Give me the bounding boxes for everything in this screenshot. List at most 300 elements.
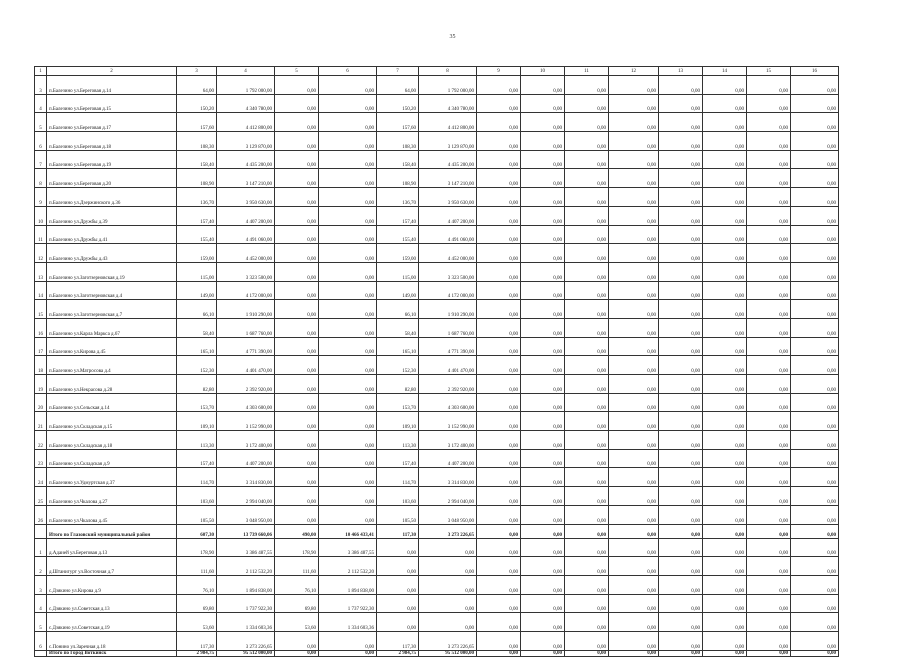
value-cell: 0,00	[565, 505, 609, 524]
value-cell: 0,00	[477, 76, 521, 95]
value-cell: 0,00	[659, 188, 703, 207]
value-cell: 0,00	[521, 505, 565, 524]
value-cell: 0,00	[565, 244, 609, 263]
row-index: 4	[35, 94, 47, 113]
table-row	[35, 449, 839, 468]
value-cell: 158,40	[377, 150, 419, 169]
value-cell: 0,00	[791, 524, 839, 538]
table-row	[35, 431, 839, 450]
value-cell: 0,00	[565, 318, 609, 337]
value-cell: 0,00	[747, 206, 791, 225]
value-cell: 0,00	[565, 613, 609, 632]
value-cell: 3 172 400,00	[217, 431, 275, 450]
value-cell: 0,00	[747, 412, 791, 431]
value-cell: 0,00	[319, 225, 377, 244]
address-cell: п.Балезино ул.Складская д.15	[47, 412, 177, 431]
column-header: 12	[609, 67, 659, 76]
value-cell: 0,00	[747, 225, 791, 244]
value-cell: 4 435 200,00	[217, 150, 275, 169]
column-header: 1	[35, 67, 47, 76]
row-index: 2	[35, 557, 47, 576]
value-cell: 0,00	[275, 375, 319, 394]
column-header: 9	[477, 67, 521, 76]
column-header: 15	[747, 67, 791, 76]
value-cell: 0,00	[275, 188, 319, 207]
value-cell: 0,00	[477, 393, 521, 412]
address-cell: с.Понино ул.Заречная д.18	[47, 631, 177, 650]
value-cell: 53,60	[275, 613, 319, 632]
row-index: 14	[35, 281, 47, 300]
value-cell: 0,00	[659, 76, 703, 95]
value-cell: 0,00	[609, 132, 659, 151]
value-cell: 0,00	[275, 150, 319, 169]
table-row	[35, 150, 839, 169]
value-cell: 0,00	[521, 524, 565, 538]
value-cell: 0,00	[659, 132, 703, 151]
value-cell: 0,00	[319, 150, 377, 169]
value-cell: 53,60	[177, 613, 217, 632]
value-cell: 4 340 780,00	[217, 94, 275, 113]
value-cell: 0,00	[659, 524, 703, 538]
address-cell: п.Балезино ул.Береговая д.18	[47, 132, 177, 151]
value-cell: 0,00	[703, 94, 747, 113]
value-cell: 0,00	[275, 412, 319, 431]
value-cell: 0,00	[477, 449, 521, 468]
value-cell: 178,90	[177, 538, 217, 557]
value-cell: 1 910 290,00	[419, 300, 477, 319]
value-cell: 0,00	[609, 594, 659, 613]
value-cell: 4 407 200,00	[217, 206, 275, 225]
value-cell: 0,00	[659, 150, 703, 169]
value-cell: 76,10	[177, 575, 217, 594]
value-cell: 0,00	[747, 393, 791, 412]
value-cell: 0,00	[791, 594, 839, 613]
value-cell: 0,00	[521, 613, 565, 632]
value-cell: 0,00	[659, 262, 703, 281]
value-cell: 0,00	[747, 94, 791, 113]
value-cell: 0,00	[521, 113, 565, 132]
value-cell: 0,00	[275, 262, 319, 281]
value-cell: 0,00	[521, 538, 565, 557]
value-cell: 0,00	[609, 262, 659, 281]
value-cell: 0,00	[319, 244, 377, 263]
value-cell: 150,20	[177, 94, 217, 113]
value-cell: 0,00	[275, 113, 319, 132]
value-cell: 0,00	[521, 281, 565, 300]
value-cell: 0,00	[791, 94, 839, 113]
value-cell: 0,00	[477, 262, 521, 281]
value-cell: 0,00	[319, 337, 377, 356]
address-cell: п.Балезино ул.Некрасова д.28	[47, 375, 177, 394]
value-cell: 0,00	[477, 613, 521, 632]
value-cell: 0,00	[521, 487, 565, 506]
value-cell: 0,00	[703, 169, 747, 188]
address-cell: п.Балезино ул.Береговая д.19	[47, 150, 177, 169]
value-cell: 0,00	[319, 76, 377, 95]
value-cell: 0,00	[319, 206, 377, 225]
value-cell: 2 984,75	[177, 650, 217, 656]
value-cell: 607,30	[177, 524, 217, 538]
value-cell: 155,40	[377, 225, 419, 244]
value-cell: 0,00	[703, 132, 747, 151]
value-cell: 152,30	[377, 356, 419, 375]
value-cell: 0,00	[319, 487, 377, 506]
value-cell: 0,00	[565, 412, 609, 431]
value-cell: 0,00	[477, 281, 521, 300]
value-cell: 117,30	[377, 631, 419, 650]
value-cell: 108,30	[177, 132, 217, 151]
value-cell: 0,00	[521, 244, 565, 263]
value-cell: 0,00	[791, 393, 839, 412]
value-cell: 0,00	[659, 431, 703, 450]
value-cell: 0,00	[791, 538, 839, 557]
value-cell: 0,00	[477, 132, 521, 151]
value-cell: 0,00	[659, 487, 703, 506]
value-cell: 157,60	[177, 113, 217, 132]
address-cell: п.Балезино ул.Кирова д.45	[47, 337, 177, 356]
column-header: 5	[275, 67, 319, 76]
row-index: 8	[35, 169, 47, 188]
value-cell: 0,00	[747, 505, 791, 524]
value-cell: 0,00	[565, 94, 609, 113]
value-cell: 0,00	[791, 375, 839, 394]
value-cell: 0,00	[275, 650, 319, 656]
value-cell: 0,00	[703, 431, 747, 450]
page-number: 35	[449, 34, 456, 40]
value-cell: 0,00	[319, 468, 377, 487]
row-index: 11	[35, 225, 47, 244]
value-cell: 2 994 040,00	[217, 487, 275, 506]
value-cell: 0,00	[477, 468, 521, 487]
value-cell: 0,00	[747, 575, 791, 594]
value-cell: 66,10	[377, 300, 419, 319]
value-cell: 0,00	[477, 487, 521, 506]
value-cell: 0,00	[565, 206, 609, 225]
value-cell: 115,00	[377, 262, 419, 281]
value-cell: 4 412 800,00	[419, 113, 477, 132]
value-cell: 0,00	[275, 318, 319, 337]
value-cell: 0,00	[319, 631, 377, 650]
value-cell: 0,00	[521, 337, 565, 356]
value-cell: 0,00	[747, 150, 791, 169]
address-cell: с.Дзякино ул.Кирова д.9	[47, 575, 177, 594]
value-cell: 0,00	[747, 468, 791, 487]
value-cell: 0,00	[319, 169, 377, 188]
value-cell: 2 112 532,20	[319, 557, 377, 576]
value-cell: 0,00	[659, 206, 703, 225]
value-cell: 0,00	[565, 631, 609, 650]
address-cell: п.Балезино ул.Карла Маркса д.67	[47, 318, 177, 337]
value-cell: 0,00	[703, 393, 747, 412]
table-row	[35, 575, 839, 594]
value-cell: 0,00	[275, 337, 319, 356]
value-cell: 153,70	[377, 393, 419, 412]
value-cell: 0,00	[609, 300, 659, 319]
value-cell: 0,00	[565, 468, 609, 487]
value-cell: 4 172 000,00	[217, 281, 275, 300]
value-cell: 0,00	[659, 281, 703, 300]
value-cell: 149,00	[177, 281, 217, 300]
value-cell: 0,00	[791, 431, 839, 450]
value-cell: 0,00	[659, 650, 703, 656]
value-cell: 109,10	[377, 412, 419, 431]
value-cell: 0,00	[659, 412, 703, 431]
value-cell: 0,00	[609, 318, 659, 337]
value-cell: 0,00	[477, 244, 521, 263]
table-row	[35, 76, 839, 95]
value-cell: 0,00	[791, 356, 839, 375]
value-cell: 0,00	[659, 538, 703, 557]
value-cell: 0,00	[275, 431, 319, 450]
value-cell: 0,00	[609, 487, 659, 506]
value-cell: 0,00	[791, 557, 839, 576]
column-header: 14	[703, 67, 747, 76]
row-index: 12	[35, 244, 47, 263]
value-cell: 0,00	[377, 557, 419, 576]
value-cell: 0,00	[319, 375, 377, 394]
value-cell: 3 273 226,65	[419, 631, 477, 650]
value-cell: 0,00	[659, 337, 703, 356]
table-row	[35, 244, 839, 263]
value-cell: 4 407 200,00	[419, 449, 477, 468]
value-cell: 0,00	[609, 281, 659, 300]
value-cell: 4 452 000,00	[217, 244, 275, 263]
value-cell: 0,00	[747, 300, 791, 319]
value-cell: 3 323 500,00	[419, 262, 477, 281]
address-cell: п.Балезино ул.Дружбы д.39	[47, 206, 177, 225]
value-cell: 95 512 000,00	[419, 650, 477, 656]
value-cell: 0,00	[319, 132, 377, 151]
value-cell: 0,00	[521, 150, 565, 169]
housing-table	[34, 66, 839, 657]
value-cell: 0,00	[275, 468, 319, 487]
table-row	[35, 375, 839, 394]
value-cell: 0,00	[609, 468, 659, 487]
value-cell: 0,00	[791, 169, 839, 188]
value-cell: 0,00	[477, 594, 521, 613]
value-cell: 152,30	[177, 356, 217, 375]
value-cell: 0,00	[419, 557, 477, 576]
value-cell: 0,00	[275, 487, 319, 506]
value-cell: 3 152 990,00	[217, 412, 275, 431]
value-cell: 0,00	[275, 631, 319, 650]
value-cell: 0,00	[319, 650, 377, 656]
value-cell: 111,60	[177, 557, 217, 576]
value-cell: 3 273 226,65	[419, 524, 477, 538]
value-cell: 0,00	[703, 449, 747, 468]
value-cell: 0,00	[609, 412, 659, 431]
value-cell: 0,00	[565, 375, 609, 394]
value-cell: 69,80	[177, 594, 217, 613]
value-cell: 0,00	[521, 631, 565, 650]
address-cell: п.Балезино ул.Удмуртская д.37	[47, 468, 177, 487]
value-cell: 0,00	[477, 650, 521, 656]
value-cell: 0,00	[477, 557, 521, 576]
row-index	[35, 650, 47, 656]
value-cell: 113,30	[377, 431, 419, 450]
header-row	[35, 67, 839, 76]
value-cell: 0,00	[275, 300, 319, 319]
total-row	[35, 650, 839, 656]
value-cell: 0,00	[659, 113, 703, 132]
value-cell: 0,00	[477, 188, 521, 207]
row-index: 13	[35, 262, 47, 281]
value-cell: 0,00	[419, 613, 477, 632]
value-cell: 0,00	[565, 431, 609, 450]
value-cell: 0,00	[319, 94, 377, 113]
table-row	[35, 113, 839, 132]
table-row	[35, 538, 839, 557]
value-cell: 0,00	[565, 300, 609, 319]
value-cell: 0,00	[477, 412, 521, 431]
value-cell: 0,00	[791, 206, 839, 225]
value-cell: 66,10	[177, 300, 217, 319]
value-cell: 0,00	[659, 575, 703, 594]
value-cell: 1 737 922,30	[217, 594, 275, 613]
value-cell: 157,60	[377, 113, 419, 132]
value-cell: 2 392 920,00	[419, 375, 477, 394]
value-cell: 0,00	[521, 393, 565, 412]
value-cell: 3 386 487,55	[217, 538, 275, 557]
value-cell: 0,00	[659, 244, 703, 263]
value-cell: 0,00	[747, 431, 791, 450]
address-cell: Итого по Глазовский муниципальный район	[47, 524, 177, 538]
value-cell: 4 401 470,00	[419, 356, 477, 375]
value-cell: 2 112 532,20	[217, 557, 275, 576]
value-cell: 0,00	[659, 505, 703, 524]
address-cell: п.Балезино ул.Береговая д.20	[47, 169, 177, 188]
row-index: 1	[35, 538, 47, 557]
value-cell: 0,00	[565, 169, 609, 188]
value-cell: 1 334 603,36	[319, 613, 377, 632]
value-cell: 0,00	[609, 150, 659, 169]
row-index: 24	[35, 468, 47, 487]
value-cell: 0,00	[791, 113, 839, 132]
value-cell: 153,70	[177, 393, 217, 412]
row-index: 9	[35, 188, 47, 207]
value-cell: 1 792 000,00	[217, 76, 275, 95]
value-cell: 4 303 600,00	[217, 393, 275, 412]
value-cell: 3 152 990,00	[419, 412, 477, 431]
value-cell: 10 466 433,41	[319, 524, 377, 538]
value-cell: 0,00	[565, 262, 609, 281]
value-cell: 0,00	[703, 557, 747, 576]
value-cell: 0,00	[791, 188, 839, 207]
value-cell: 0,00	[791, 650, 839, 656]
value-cell: 3 129 870,00	[217, 132, 275, 151]
value-cell: 0,00	[521, 318, 565, 337]
value-cell: 1 894 838,00	[319, 575, 377, 594]
value-cell: 0,00	[791, 300, 839, 319]
value-cell: 0,00	[477, 538, 521, 557]
row-index: 5	[35, 113, 47, 132]
row-index: 3	[35, 575, 47, 594]
address-cell: п.Балезино ул.Сельская д.14	[47, 393, 177, 412]
value-cell: 0,00	[747, 281, 791, 300]
value-cell: 0,00	[521, 188, 565, 207]
value-cell: 0,00	[275, 132, 319, 151]
address-cell: п.Балезино ул.Матросова д.4	[47, 356, 177, 375]
value-cell: 4 340 780,00	[419, 94, 477, 113]
value-cell: 0,00	[521, 225, 565, 244]
value-cell: 0,00	[703, 594, 747, 613]
value-cell: 0,00	[521, 650, 565, 656]
total-row	[35, 524, 839, 538]
value-cell: 0,00	[791, 505, 839, 524]
value-cell: 0,00	[747, 169, 791, 188]
value-cell: 0,00	[703, 650, 747, 656]
table-row	[35, 613, 839, 632]
value-cell: 4 771 390,00	[217, 337, 275, 356]
value-cell: 0,00	[791, 487, 839, 506]
value-cell: 490,00	[275, 524, 319, 538]
value-cell: 3 048 950,00	[217, 505, 275, 524]
table-row	[35, 169, 839, 188]
value-cell: 0,00	[565, 393, 609, 412]
value-cell: 3 950 630,00	[217, 188, 275, 207]
value-cell: 0,00	[565, 76, 609, 95]
value-cell: 0,00	[609, 225, 659, 244]
value-cell: 3 273 226,65	[217, 631, 275, 650]
value-cell: 0,00	[747, 132, 791, 151]
value-cell: 136,70	[177, 188, 217, 207]
value-cell: 0,00	[477, 356, 521, 375]
value-cell: 0,00	[659, 393, 703, 412]
value-cell: 3 172 400,00	[419, 431, 477, 450]
row-index: 3	[35, 76, 47, 95]
value-cell: 0,00	[747, 262, 791, 281]
table-row	[35, 468, 839, 487]
value-cell: 0,00	[609, 244, 659, 263]
value-cell: 108,90	[177, 169, 217, 188]
value-cell: 111,60	[275, 557, 319, 576]
value-cell: 4 491 060,00	[419, 225, 477, 244]
table-row	[35, 281, 839, 300]
value-cell: 0,00	[609, 337, 659, 356]
value-cell: 103,60	[377, 487, 419, 506]
value-cell: 0,00	[609, 356, 659, 375]
table-row	[35, 318, 839, 337]
value-cell: 0,00	[747, 613, 791, 632]
value-cell: 159,00	[377, 244, 419, 263]
value-cell: 0,00	[565, 225, 609, 244]
value-cell: 1 334 603,36	[217, 613, 275, 632]
table-row	[35, 188, 839, 207]
value-cell: 0,00	[703, 244, 747, 263]
value-cell: 0,00	[565, 188, 609, 207]
value-cell: 0,00	[477, 375, 521, 394]
column-header: 3	[177, 67, 217, 76]
value-cell: 0,00	[275, 76, 319, 95]
value-cell: 4 435 200,00	[419, 150, 477, 169]
value-cell: 105,50	[377, 505, 419, 524]
value-cell: 3 314 830,00	[419, 468, 477, 487]
value-cell: 0,00	[747, 318, 791, 337]
row-index: 5	[35, 613, 47, 632]
value-cell: 0,00	[275, 225, 319, 244]
value-cell: 0,00	[609, 113, 659, 132]
value-cell: 150,20	[377, 94, 419, 113]
value-cell: 0,00	[565, 557, 609, 576]
value-cell: 0,00	[565, 356, 609, 375]
table-row	[35, 356, 839, 375]
value-cell: 0,00	[521, 575, 565, 594]
value-cell: 64,00	[377, 76, 419, 95]
value-cell: 4 303 600,00	[419, 393, 477, 412]
value-cell: 0,00	[477, 318, 521, 337]
value-cell: 0,00	[419, 575, 477, 594]
value-cell: 13 739 660,06	[217, 524, 275, 538]
